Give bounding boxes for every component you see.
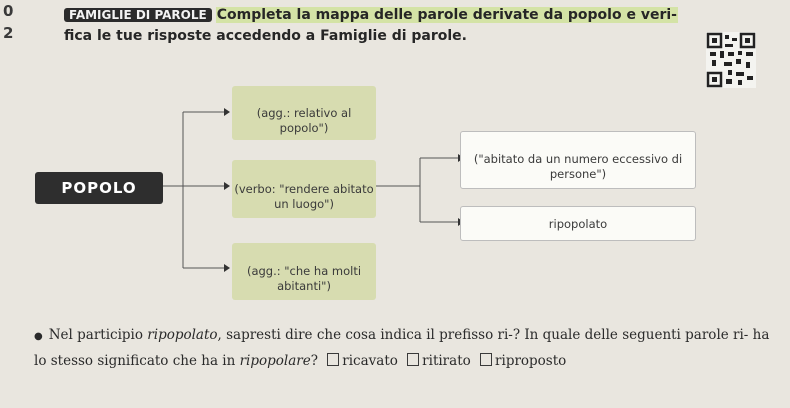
map-answer-box-sovrappopolato[interactable] bbox=[460, 131, 696, 189]
map-node-label: ("abitato da un numero eccessivo di persone") bbox=[473, 152, 683, 181]
exercise-question bbox=[34, 323, 774, 374]
option-label-riproposto: riproposto bbox=[495, 353, 567, 369]
checkbox-ritirato[interactable] bbox=[407, 353, 419, 366]
exercise-line-1-end: , sapresti dire che cosa indica il prefisso ri-? In quale delle seguenti parole ri- ha bbox=[217, 327, 770, 343]
instructions-line-2: fica le tue risposte accedendo a Famiglie di parole. bbox=[64, 28, 467, 44]
option-label-ritirato: ritirato bbox=[422, 353, 471, 369]
map-node-label: (agg.: relativo al popolo") bbox=[256, 106, 352, 135]
map-root-node: POPOLO bbox=[35, 172, 163, 204]
map-answer-box-ripopolato[interactable] bbox=[460, 206, 696, 241]
map-node-molti-abitanti bbox=[232, 243, 376, 300]
margin-mark-top: 0 bbox=[3, 2, 14, 20]
margin-mark-second: 2 bbox=[3, 24, 14, 42]
map-node-label: (verbo: "rendere abitato un luogo") bbox=[234, 182, 374, 211]
exercise-line-2-start: lo stesso significato che ha in bbox=[34, 353, 240, 369]
exercise-question-mark: ? bbox=[310, 353, 318, 369]
exercise-line-1-start: Nel participio bbox=[48, 327, 148, 343]
map-node-verbo bbox=[232, 160, 376, 218]
exercise-word-ripopolare: ripopolare bbox=[239, 353, 311, 369]
section-tag: FAMIGLIE DI PAROLE bbox=[64, 8, 212, 22]
exercise-word-ripopolato: ripopolato bbox=[147, 327, 218, 343]
option-label-ricavato: ricavato bbox=[342, 353, 398, 369]
bullet: ● bbox=[34, 331, 43, 342]
map-node-label: (agg.: "che ha molti abitanti") bbox=[246, 264, 362, 293]
checkbox-riproposto[interactable] bbox=[480, 353, 492, 366]
map-node-label: ripopolato bbox=[548, 217, 608, 231]
checkbox-ricavato[interactable] bbox=[327, 353, 339, 366]
map-node-relativo bbox=[232, 86, 376, 140]
instructions-line-1: Completa la mappa delle parole derivate da popolo e veri- bbox=[216, 7, 677, 23]
